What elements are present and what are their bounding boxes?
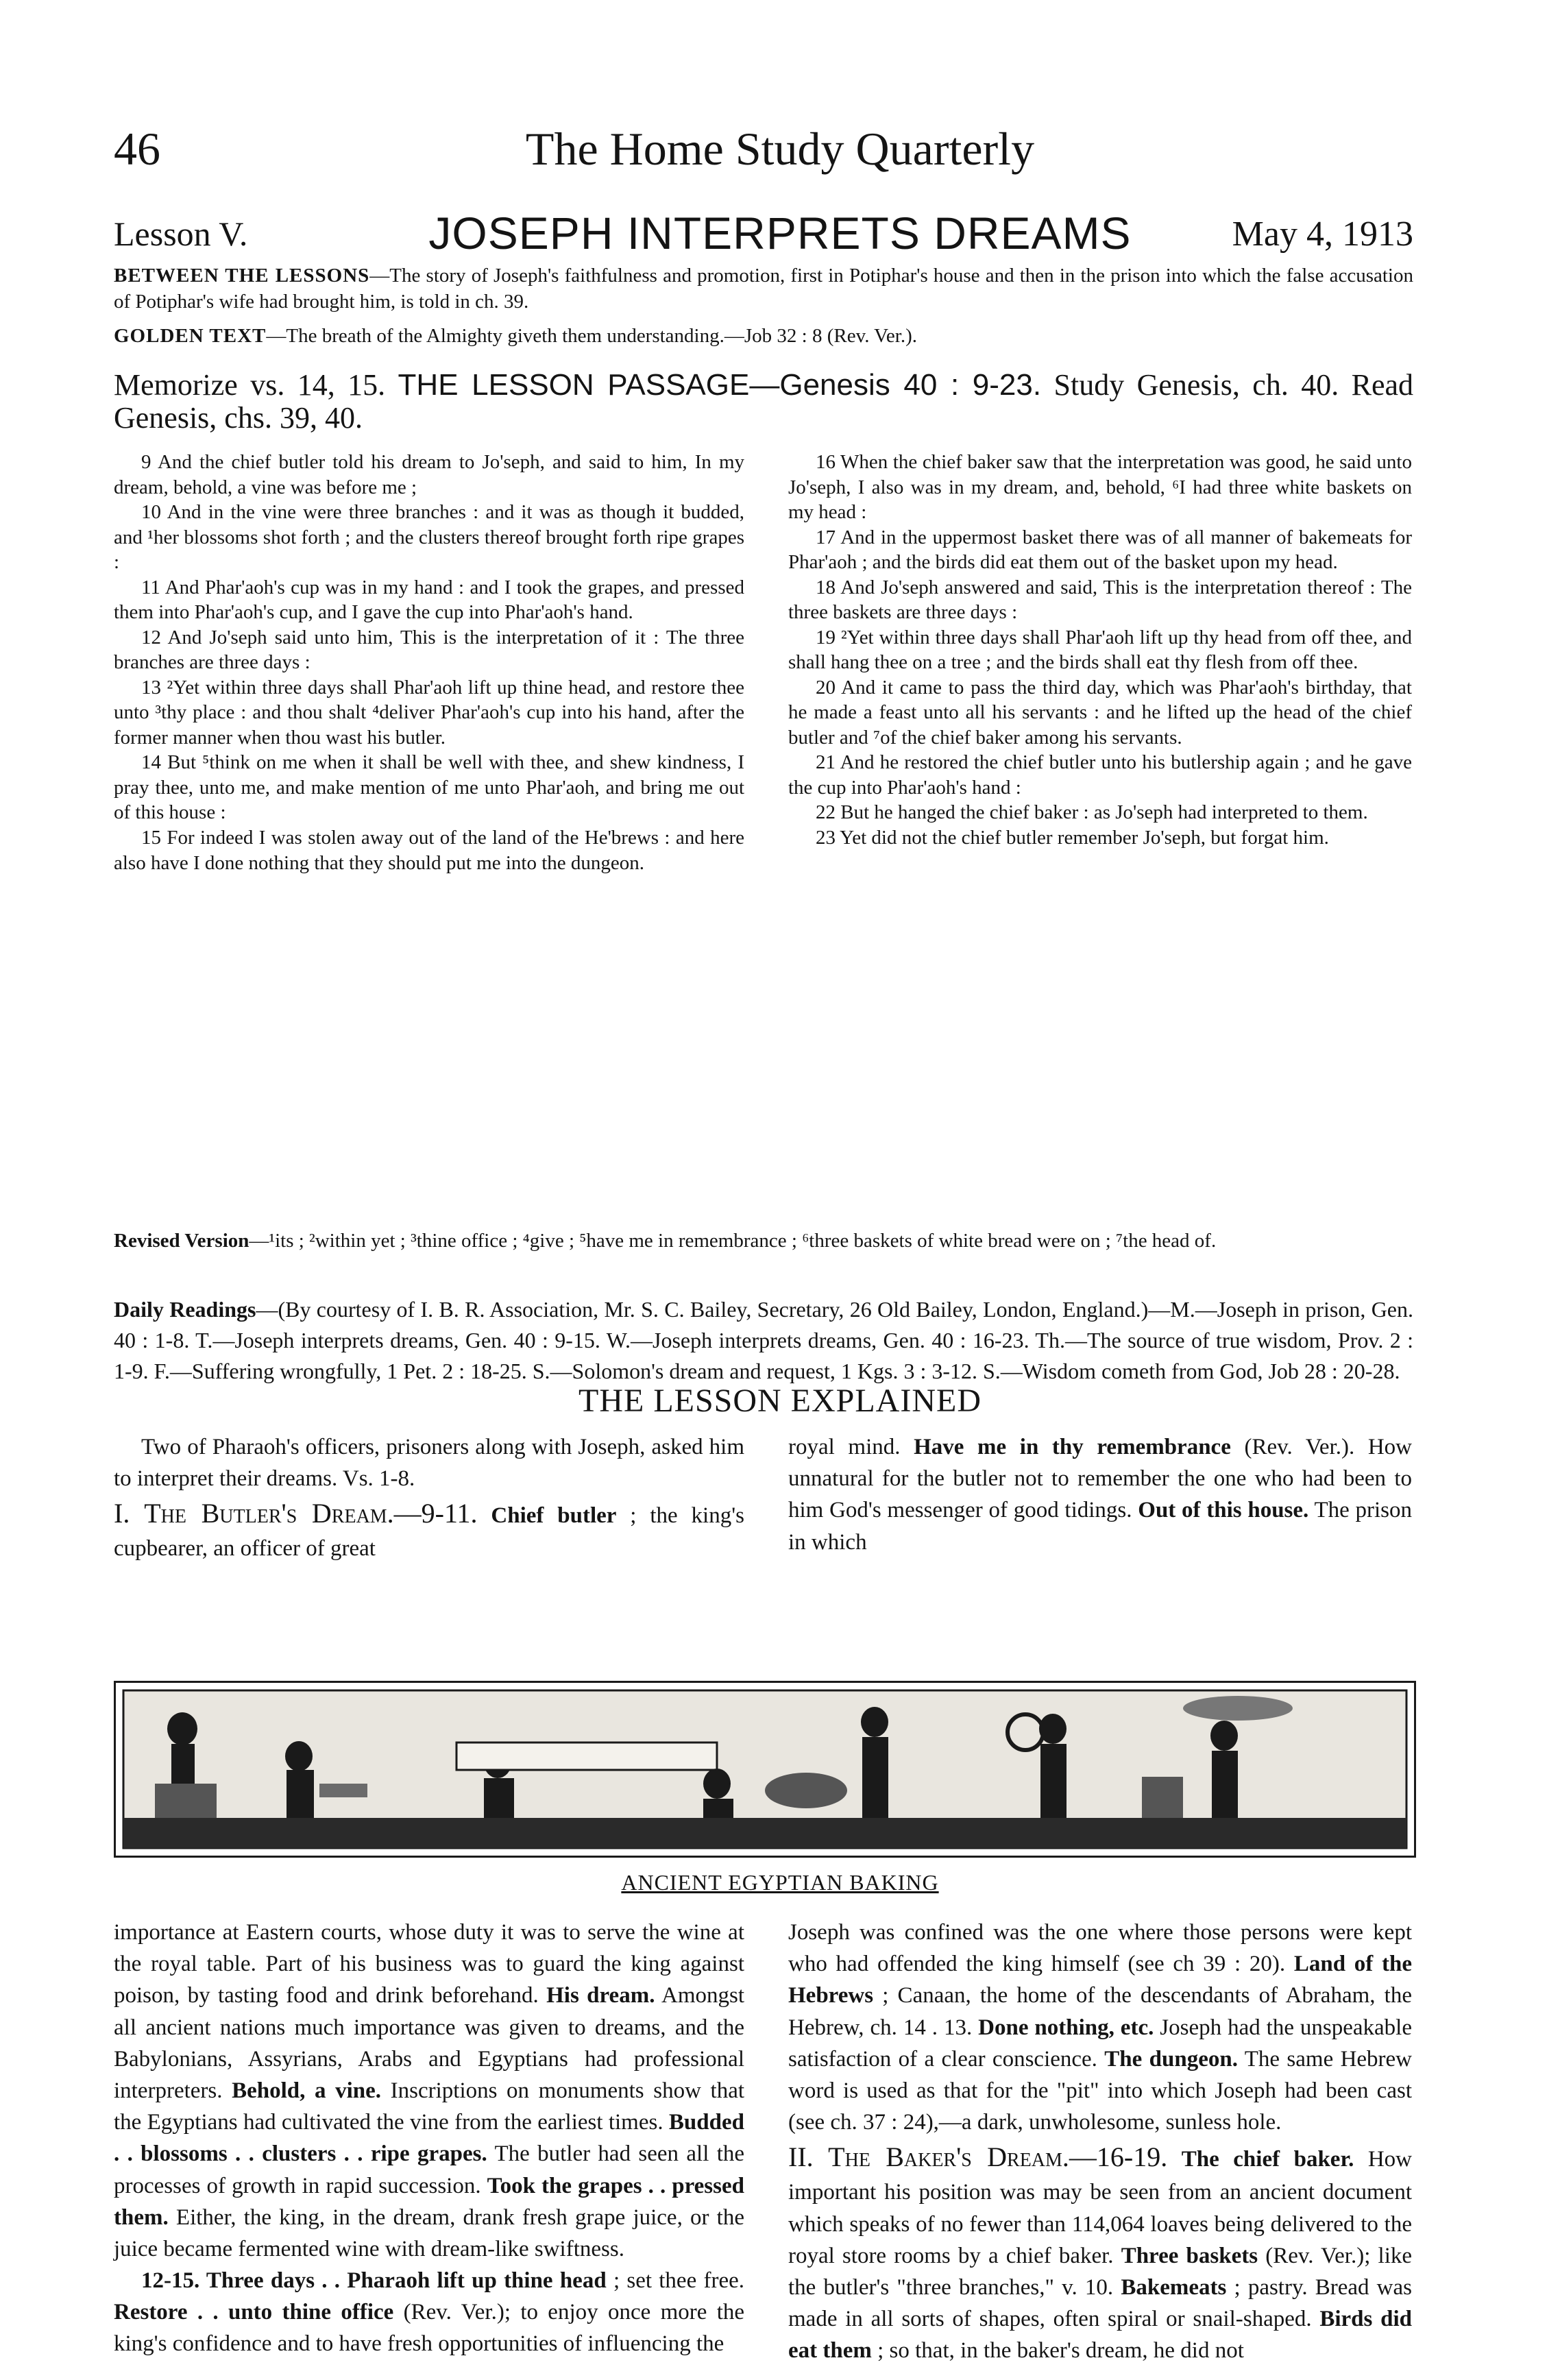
text: ; so that, in the baker's dream, he did not bbox=[877, 2338, 1244, 2364]
revised-version-notes bbox=[114, 1228, 1413, 1254]
explained-left-bottom bbox=[114, 1917, 744, 2360]
text: royal mind. bbox=[788, 1435, 901, 1459]
verse: 21 And he restored the chief butler unto his butlership again ; and he gave the cup into Phar'aoh's hand : bbox=[788, 751, 1412, 799]
text: The prison in which bbox=[788, 1498, 1413, 1555]
text: (Rev. Ver.); to enjoy once more the king's confidence and to have fresh opportunities of influencing the bbox=[114, 2300, 745, 2357]
term: Restore . . unto thine office bbox=[114, 2300, 394, 2325]
illustration-caption: ANCIENT EGYPTIAN BAKING bbox=[621, 1870, 939, 1895]
verse: 18 And Jo'seph answered and said, This is the interpretation thereof : The three baskets are three days : bbox=[788, 576, 1412, 624]
running-head: The Home Study Quarterly bbox=[525, 123, 1035, 175]
term: Bakemeats bbox=[1121, 2274, 1227, 2300]
verse: 13 ²Yet within three days shall Phar'aoh lift up thine head, and restore thee unto ³thy place : and thou shalt ⁴deliver Phar'aoh's cup into his hand, after the former manner when thou wast his butler. bbox=[114, 676, 744, 749]
term: His dream. bbox=[546, 1983, 655, 2008]
page-number: 46 bbox=[114, 123, 160, 175]
verse: 22 But he hanged the chief baker : as Jo'seph had interpreted to them. bbox=[816, 801, 1368, 824]
memorize-line bbox=[114, 369, 1413, 435]
term: Land of the Hebrews bbox=[788, 1952, 1412, 2008]
explained-left-para bbox=[114, 1917, 744, 2265]
daily-label: Daily Readings bbox=[114, 1297, 256, 1322]
text: Inscriptions on monuments show that the Egyptians had cultivated the vine from the earliest times. bbox=[114, 2078, 745, 2135]
verse: 10 And in the vine were three branches : and it was as though it budded, and ¹her blossoms shot forth ; and the clusters thereof brought forth ripe grapes : bbox=[114, 501, 744, 574]
term: Behold, a vine. bbox=[232, 2078, 382, 2103]
verse: 19 ²Yet within three days shall Phar'aoh lift up thy head from off thee, and shall hang thee on a tree ; and the birds shall eat thy flesh from off thee. bbox=[788, 626, 1412, 674]
term: Have me in thy remembrance bbox=[914, 1435, 1231, 1459]
explained-right-para bbox=[788, 1431, 1412, 1558]
revised-text: —¹its ; ²within yet ; ³thine office ; ⁴give ; ⁵have me in remembrance ; ⁶three baskets of white bread were on ; ⁷the head of. bbox=[249, 1230, 1217, 1252]
verse: 20 And it came to pass the third day, which was Phar'aoh's birthday, that he made a feast unto all his servants : and he lifted up the head of the chief butler and ⁷of the chief baker among his servants. bbox=[788, 676, 1412, 749]
section-two bbox=[788, 2138, 1412, 2366]
verse: 16 When the chief baker saw that the interpretation was good, he said unto Jo'seph, I also was in my dream, and, behold, ⁶I had three white baskets on my head : bbox=[788, 451, 1412, 524]
explained-right-para bbox=[788, 1917, 1412, 2138]
explained-left-para-2 bbox=[114, 2265, 744, 2360]
text: ; the king's cupbearer, an officer of great bbox=[114, 1503, 744, 1562]
text: Amongst all ancient nations much importance was given to dreams, and the Babylonians, Assyrians, Arabs and Egyptians had professional interpreters. bbox=[114, 1983, 744, 2103]
lesson-date: May 4, 1913 bbox=[1232, 215, 1413, 254]
explained-left-top bbox=[114, 1431, 744, 1565]
verses-right-column bbox=[788, 450, 1412, 851]
egyptian-baking-illustration bbox=[114, 1681, 1416, 1858]
text: (Rev. Ver.). How unnatural for the butler not to remember the one who had been to him God's messenger of good tidings. bbox=[788, 1435, 1412, 1523]
golden-text-body: —The breath of the Almighty giveth them understanding.—Job 32 : 8 (Rev. Ver.). bbox=[266, 325, 917, 347]
text: importance at Eastern courts, whose duty it was to serve the wine at the royal table. Part of his business was to guard the king against poison, by tasting food and drink beforehand. bbox=[114, 1920, 744, 2008]
text: The butler had seen all the processes of growth in rapid succession. bbox=[114, 2141, 745, 2198]
golden-text bbox=[114, 324, 1413, 350]
lesson-explained-heading: THE LESSON EXPLAINED bbox=[578, 1383, 982, 1419]
term: Birds did eat them bbox=[788, 2307, 1412, 2364]
text: (Rev. Ver.); like the butler's "three branches," v. 10. bbox=[788, 2243, 1413, 2300]
text: Joseph had the unspeakable satisfaction of a clear conscience. bbox=[788, 2015, 1412, 2072]
text: ; Canaan, the home of the descendants of Abraham, the Hebrew, ch. 14 . 13. bbox=[788, 1983, 1413, 2040]
revised-label: Revised Version bbox=[114, 1230, 249, 1252]
term: Took the grapes . . pressed them. bbox=[114, 2173, 744, 2230]
section-one bbox=[114, 1494, 744, 1564]
text: How important his position was may be seen from an ancient document which speaks of no fewer than 114,064 loaves being delivered to the royal store rooms by a chief baker. bbox=[788, 2147, 1413, 2268]
term: The dungeon. bbox=[1104, 2046, 1238, 2072]
between-lessons bbox=[114, 263, 1413, 315]
lesson-title: JOSEPH INTERPRETS DREAMS bbox=[428, 208, 1132, 258]
term: Out of this house. bbox=[1138, 1498, 1309, 1523]
text: ; set thee free. bbox=[613, 2268, 744, 2294]
term: Done nothing, etc. bbox=[978, 2015, 1154, 2040]
between-text: —The story of Joseph's faithfulness and promotion, first in Potiphar's house and then in the prison into which the false accusation of Potiphar's wife had brought him, is told in ch. 39. bbox=[114, 265, 1413, 313]
verses-left-column bbox=[114, 450, 744, 875]
lesson-passage-title: THE LESSON PASSAGE—Genesis 40 : 9-23. bbox=[398, 368, 1042, 402]
section-two-heading: II. The Baker's Dream.—16-19. bbox=[788, 2141, 1168, 2173]
section-one-heading: I. The Butler's Dream.—9-11. bbox=[114, 1498, 478, 1529]
term: The chief baker. bbox=[1181, 2147, 1354, 2172]
explained-right-top bbox=[788, 1431, 1412, 1558]
text: The same Hebrew word is used as that for the "pit" into which Joseph had been cast (see ch. 37 : 24),—a dark, unwholesome, sunless hole. bbox=[788, 2046, 1413, 2135]
verse: 15 For indeed I was stolen away out of the land of the He'brews : and here also have I done nothing that they should put me into the dungeon. bbox=[114, 826, 744, 874]
term: Budded . . blossoms . . clusters . . ripe grapes. bbox=[114, 2110, 744, 2167]
text: Either, the king, in the dream, drank fresh grape juice, or the juice became fermented wine with dream-like swiftness. bbox=[114, 2205, 744, 2261]
verse: 9 And the chief butler told his dream to Jo'seph, and said to him, In my dream, behold, a vine was before me ; bbox=[114, 451, 744, 498]
text: ; pastry. Bread was made in all sorts of shapes, often spiral or snail-shaped. bbox=[788, 2274, 1413, 2332]
verse: 11 And Phar'aoh's cup was in my hand : and I took the grapes, and pressed them into Phar'aoh's cup, and I gave the cup into Phar'aoh's hand. bbox=[114, 576, 744, 624]
daily-text: —(By courtesy of I. B. R. Association, Mr. S. C. Bailey, Secretary, 26 Old Bailey, London, England.)—M.—Joseph in prison, Gen. 40 : 1-8. T.—Joseph interprets dreams, Gen. 40 : 9-15. W.—Joseph interprets dreams, Gen. 40 : 16-23. Th.—The source of true wisdom, Prov. 2 : 1-9. F.—Suffering wrongfully, 1 Pet. 2 : 18-25. S.—Solomon's dream and request, 1 Kgs. 3 : 3-12. S.—Wisdom cometh from God, Job 28 : 20-28. bbox=[114, 1297, 1414, 1383]
text: Joseph was confined was the one where those persons were kept who had offended the king himself (see ch 39 : 20). bbox=[788, 1920, 1412, 1977]
golden-label: GOLDEN TEXT bbox=[114, 325, 267, 347]
daily-readings bbox=[114, 1294, 1413, 1386]
lesson-number: Lesson V. bbox=[114, 215, 248, 253]
explained-right-bottom bbox=[788, 1917, 1412, 2366]
study-reading: Study Genesis, ch. 40. Read Genesis, chs. 39, 40. bbox=[114, 368, 1414, 435]
between-label: BETWEEN THE LESSONS bbox=[114, 265, 370, 287]
term: 12-15. Three days . . Pharaoh lift up thine head bbox=[141, 2268, 607, 2294]
verse: 17 And in the uppermost basket there was of all manner of bakemeats for Phar'aoh ; and the birds did eat them out of the basket upon my head. bbox=[788, 526, 1412, 574]
term: Chief butler bbox=[491, 1503, 617, 1529]
verse: 23 Yet did not the chief butler remember Jo'seph, but forgat him. bbox=[816, 826, 1329, 849]
memorize-verses: Memorize vs. 14, 15. bbox=[114, 368, 386, 402]
explained-intro: Two of Pharaoh's officers, prisoners along with Joseph, asked him to interpret their dreams. Vs. 1-8. bbox=[114, 1435, 744, 1492]
verse: 14 But ⁵think on me when it shall be well with thee, and shew kindness, I pray thee, unto me, and make mention of me unto Phar'aoh, and bring me out of this house : bbox=[114, 751, 744, 824]
term: Three baskets bbox=[1121, 2243, 1258, 2268]
verse: 12 And Jo'seph said unto him, This is the interpretation of it : The three branches are three days : bbox=[114, 626, 744, 674]
